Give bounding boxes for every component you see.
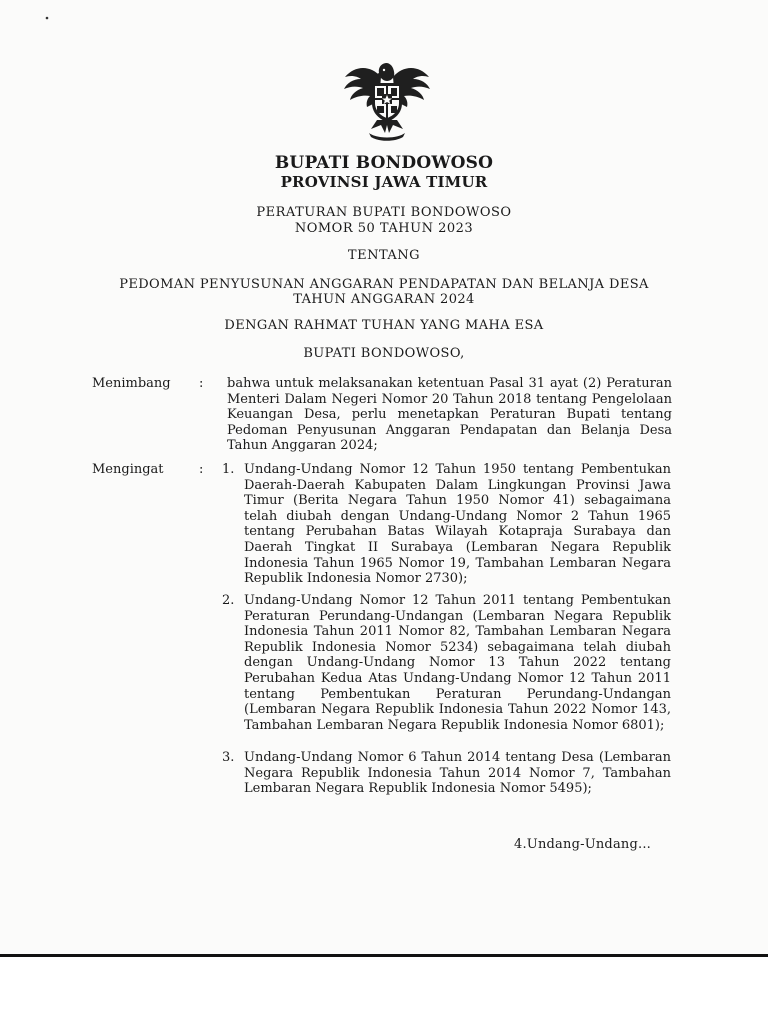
scan-speck-marks [30, 14, 50, 44]
list-item-text: Undang-Undang Nomor 12 Tahun 1950 tentang Pembentukan Daerah-Daerah Kabupaten Dalam Lingkungan Provinsi Jawa Timur (Berita Negara Tahun 1950 Nomor 41) sebagaimana telah diubah dengan Undang-Undang Nomor 2 Tahun 1965 tentang Perubahan Batas Wilayah Kotapraja Surabaya dan Daerah Tingkat II Surabaya (Lembaran Negara Republik Indonesia Tahun 1965 Nomor 19, Tambahan Lembaran Negara Republik Indonesia Nomor 2730); [244, 462, 671, 587]
list-item-text: Undang-Undang Nomor 6 Tahun 2014 tentang Desa (Lembaran Negara Republik Indonesia Tahun 2014 Nomor 7, Tambahan Lembaran Negara Republik Indonesia Nomor 5495); [244, 750, 671, 797]
list-item-text: Undang-Undang Nomor 12 Tahun 2011 tentang Pembentukan Peraturan Perundang-Undangan (Lembaran Negara Republik Indonesia Tahun 2011 Nomor 82, Tambahan Lembaran Negara Republik Indonesia Nomor 5234) sebagaimana telah diubah dengan Undang-Undang Nomor 13 Tahun 2022 tentang Perubahan Kedua Atas Undang-Undang Nomor 12 Tahun 2011 tentang Pembentukan Peraturan Perundang-Undangan (Lembaran Negara Republik Indonesia Tahun 2022 Nomor 143, Tambahan Lembaran Negara Republik Indonesia Nomor 6801); [244, 593, 671, 733]
page-continuation-marker: 4.Undang-Undang... [514, 837, 651, 852]
menimbang-colon: : [199, 376, 204, 391]
scan-bottom-margin [0, 954, 768, 1027]
preamble-text: DENGAN RAHMAT TUHAN YANG MAHA ESA [224, 318, 544, 333]
mengingat-label: Mengingat [92, 462, 164, 477]
menimbang-text: bahwa untuk melaksanakan ketentuan Pasal 31 ayat (2) Peraturan Menteri Dalam Negeri Nomor 20 Tahun 2018 tentang Pengelolaan Keuangan Desa, perlu menetapkan Peraturan Bupati tentang Pedoman Penyusunan Anggaran Pendapatan dan Belanja Desa Tahun Anggaran 2024; [227, 376, 672, 454]
regulation-subject-line1: PEDOMAN PENYUSUNAN ANGGARAN PENDAPATAN DAN BELANJA DESA [119, 277, 649, 292]
regulation-name: PERATURAN BUPATI BONDOWOSO [256, 205, 512, 220]
authority-text: BUPATI BONDOWOSO, [303, 346, 465, 361]
garuda-emblem-icon [341, 59, 433, 143]
regulation-about-label: TENTANG [347, 248, 421, 263]
issuer-title: BUPATI BONDOWOSO [274, 153, 494, 173]
list-item-number: 3. [222, 750, 235, 765]
list-item-number: 2. [222, 593, 235, 608]
province-title: PROVINSI JAWA TIMUR [280, 173, 488, 191]
menimbang-label: Menimbang [92, 376, 171, 391]
regulation-subject-line2: TAHUN ANGGARAN 2024 [293, 292, 475, 307]
regulation-number: NOMOR 50 TAHUN 2023 [294, 221, 474, 236]
list-item-number: 1. [222, 462, 235, 477]
mengingat-colon: : [199, 462, 204, 477]
